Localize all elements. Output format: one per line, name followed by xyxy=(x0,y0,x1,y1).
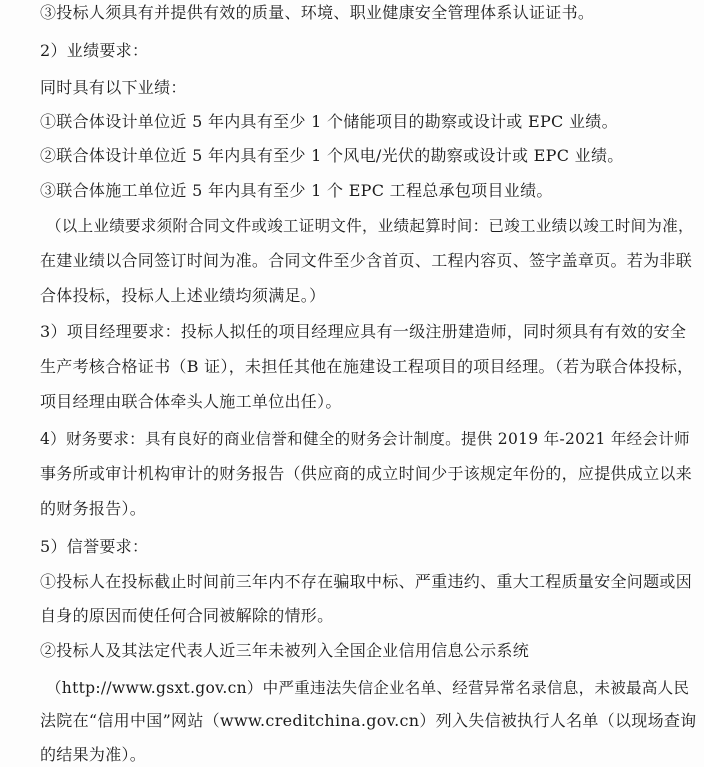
text-line-finance-2: 事务所或审计机构审计的财务报告（供应商的成立时间少于该规定年份的，应提供成立以来 xyxy=(40,464,693,483)
text-line-reputation-item-2-cont-3: 的结果为准）。 xyxy=(40,745,147,764)
text-line-reputation-item-2-cont-1: （http://www.gsxt.gov.cn）中严重违法失信企业名单、经营异常名录信息，未被最高人民 xyxy=(46,679,690,697)
text-line-finance-3: 的财务报告）。 xyxy=(40,499,147,518)
text-line-performance-intro: 同时具有以下业绩： xyxy=(40,78,187,97)
text-line-reputation-item-1: ①投标人在投标截止时间前三年内不存在骗取中标、严重违约、重大工程质量安全问题或因 xyxy=(40,572,693,591)
text-line-performance-note-3: 合体投标，投标人上述业绩均须满足。） xyxy=(40,286,326,305)
text-line-project-manager-2: 生产考核合格证书（B 证），未担任其他在施建设工程项目的项目经理。（若为联合体投标， xyxy=(40,357,694,376)
text-line-reputation-item-1-cont: 自身的原因而使任何合同被解除的情形。 xyxy=(40,606,334,625)
text-line-cert-requirement: ③投标人须具有并提供有效的质量、环境、职业健康安全管理体系认证证书。 xyxy=(40,3,595,22)
text-line-reputation-item-2-cont-2: 法院在“信用中国”网站（www.creditchina.gov.cn）列入失信被执行人名单（以现场查询 xyxy=(40,711,697,730)
section-heading-performance: 2）业绩要求： xyxy=(40,41,149,60)
section-heading-finance: 4）财务要求：具有良好的商业信誉和健全的财务会计制度。提供 2019 年-2021 年经会计师 xyxy=(40,430,690,448)
text-line-reputation-item-2: ②投标人及其法定代表人近三年未被列入全国企业信用信息公示系统 xyxy=(40,641,530,660)
text-line-performance-note-1: （以上业绩要求须附合同文件或竣工证明文件，业绩起算时间：已竣工业绩以竣工时间为准， xyxy=(46,217,694,235)
text-line-performance-note-2: 在建业绩以合同签订时间为准。合同文件至少含首页、工程内容页、签字盖章页。若为非联 xyxy=(40,251,693,270)
text-line-performance-item-3: ③联合体施工单位近 5 年内具有至少 1 个 EPC 工程总承包项目业绩。 xyxy=(40,181,553,200)
text-line-performance-item-2: ②联合体设计单位近 5 年内具有至少 1 个风电/光伏的勘察或设计或 EPC 业绩。 xyxy=(40,146,624,165)
section-heading-reputation: 5）信誉要求： xyxy=(40,537,149,556)
text-line-performance-item-1: ①联合体设计单位近 5 年内具有至少 1 个储能项目的勘察或设计或 EPC 业绩。 xyxy=(40,112,618,131)
text-line-project-manager-3: 项目经理由联合体牵头人施工单位出任）。 xyxy=(40,392,342,411)
section-heading-project-manager: 3）项目经理要求：投标人拟任的项目经理应具有一级注册建造师，同时须具有有效的安全 xyxy=(40,322,687,341)
